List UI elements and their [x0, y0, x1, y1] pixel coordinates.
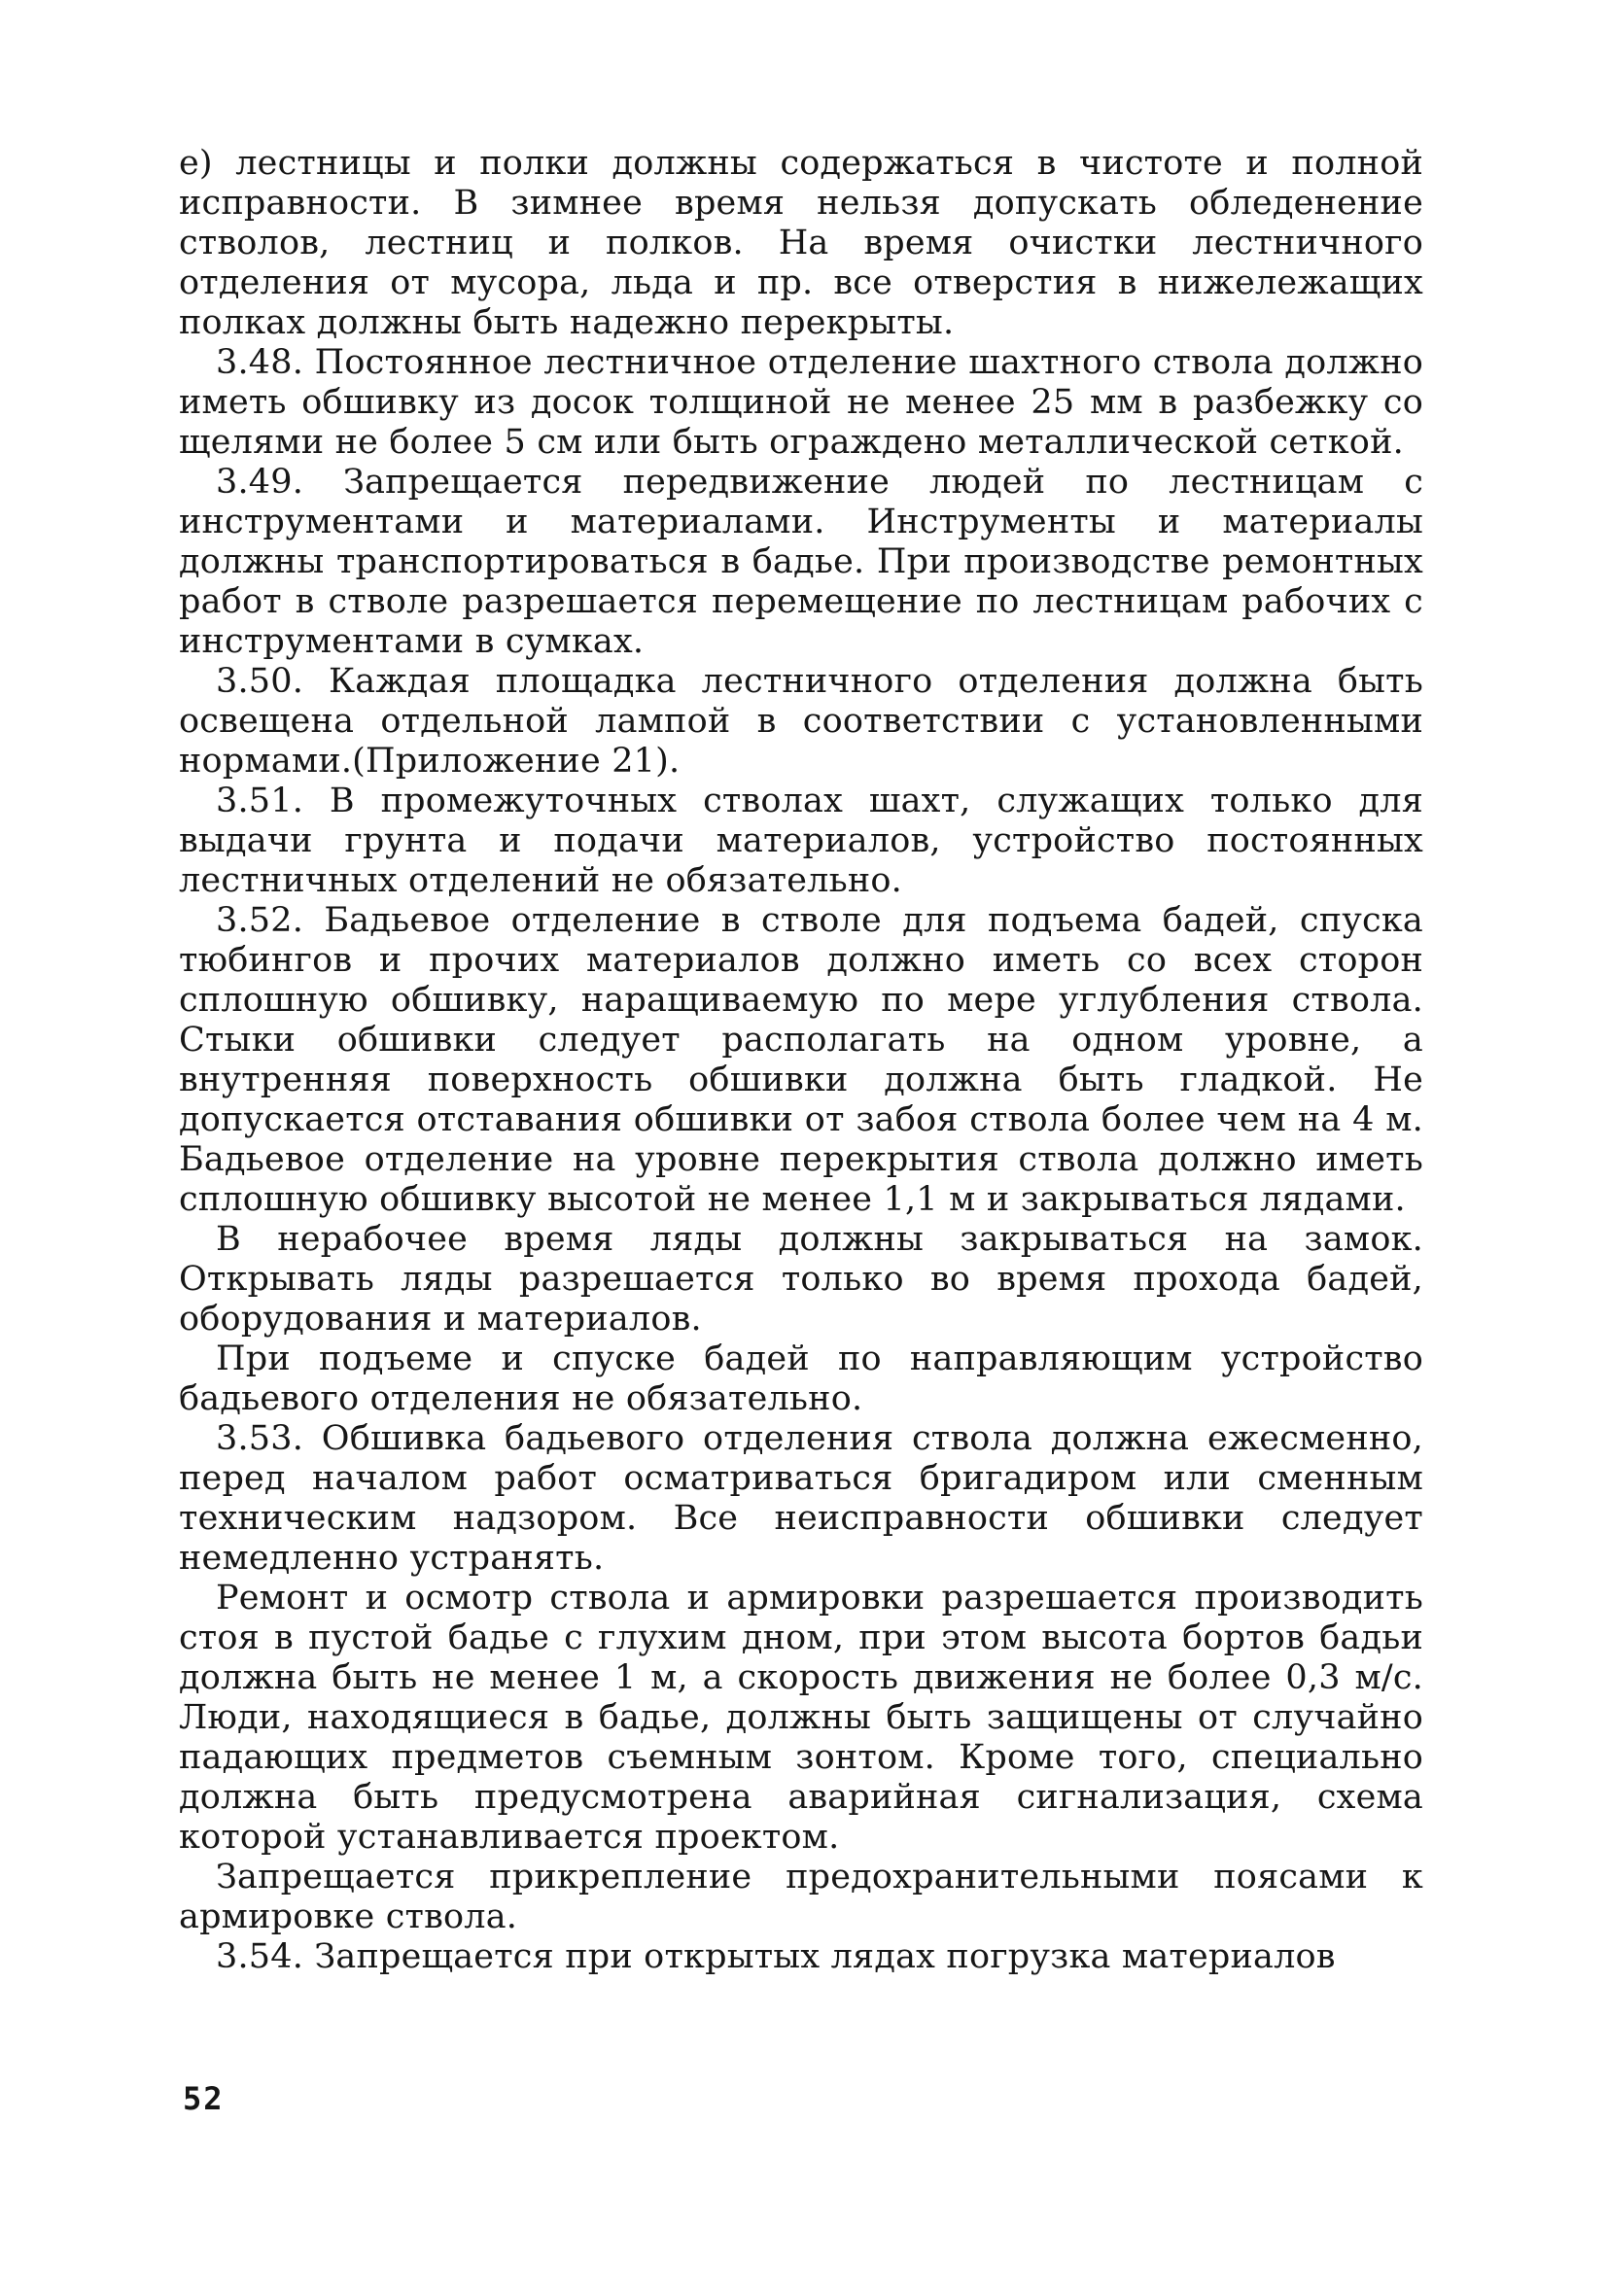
paragraph-3-49: 3.49. Запрещается передвижение людей по лестницам с инструментами и материалами. Инструменты и материалы должны транспортироваться в бадье. При производстве ремонтных работ в стволе разрешается перемещение по лестницам рабочих с инструментами в сумках. — [179, 463, 1423, 661]
paragraph-3-52-hatches: В нерабочее время ляды должны закрываться на замок. Открывать ляды разрешается только во время прохода бадей, оборудования и материалов. — [179, 1220, 1423, 1339]
paragraph-3-53-repair: Ремонт и осмотр ствола и армировки разрешается производить стоя в пустой бадье с глухим дном, при этом высота бортов бадьи должна быть не менее 1 м, а скорость движения не более 0,3 м/с. Люди, находящиеся в бадье, должны быть защищены от случайно падающих предметов съемным зонтом. Кроме того, специально должна быть предусмотрена аварийная сигнализация, схема которой устанавливается проектом. — [179, 1579, 1423, 1857]
page-number: 52 — [183, 2080, 225, 2117]
paragraph-3-53-belts: Запрещается прикрепление предохранительными поясами к армировке ствола. — [179, 1858, 1423, 1936]
paragraph-3-48: 3.48. Постоянное лестничное отделение шахтного ствола должно иметь обшивку из досок толщиной не менее 25 мм в разбежку со щелями не более 5 см или быть ограждено металлической сеткой. — [179, 343, 1423, 462]
paragraph-3-52-guides: При подъеме и спуске бадей по направляющим устройство бадьевого отделения не обязательно. — [179, 1339, 1423, 1418]
paragraph-3-52: 3.52. Бадьевое отделение в стволе для подъема бадей, спуска тюбингов и прочих материалов должно иметь со всех сторон сплошную обшивку, наращиваемую по мере углубления ствола. Стыки обшивки следует располагать на одном уровне, а внутренняя поверхность обшивки должна быть гладкой. Не допускается отставания обшивки от забоя ствола более чем на 4 м. Бадьевое отделение на уровне перекрытия ствола должно иметь сплошную обшивку высотой не менее 1,1 м и закрываться лядами. — [179, 901, 1423, 1219]
paragraph-3-51: 3.51. В промежуточных стволах шахт, служащих только для выдачи грунта и подачи материалов, устройство постоянных лестничных отделений не обязательно. — [179, 782, 1423, 900]
paragraph-e: е) лестницы и полки должны содержаться в чистоте и полной исправности. В зимнее время нельзя допускать обледенение стволов, лестниц и полков. На время очистки лестничного отделения от мусора, льда и пр. все отверстия в нижележащих полках должны быть надежно перекрыты. — [179, 144, 1423, 342]
main-text — [179, 144, 1423, 1977]
paragraph-3-50: 3.50. Каждая площадка лестничного отделения должна быть освещена отдельной лампой в соответствии с установленными нормами.(Приложение 21). — [179, 662, 1423, 781]
paragraph-3-53: 3.53. Обшивка бадьевого отделения ствола должна ежесменно, перед началом работ осматриваться бригадиром или сменным техническим надзором. Все неисправности обшивки следует немедленно устранять. — [179, 1419, 1423, 1578]
paragraph-3-54: 3.54. Запрещается при открытых лядах погрузка материалов — [216, 1937, 1336, 1976]
